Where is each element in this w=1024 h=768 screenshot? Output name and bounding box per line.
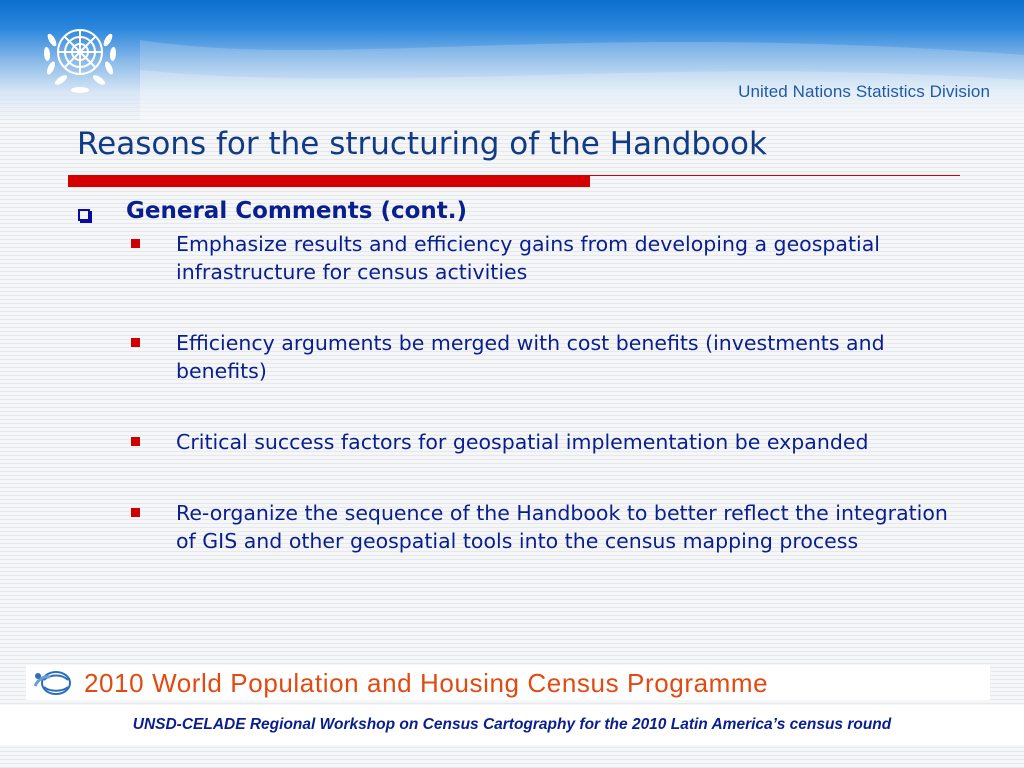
- division-name: United Nations Statistics Division: [738, 82, 990, 101]
- red-square-bullet-icon: [131, 508, 140, 517]
- bullet-text: Emphasize results and efficiency gains from developing a geospatial infrastructure for census activities: [176, 232, 880, 284]
- bullet-text: Re-organize the sequence of the Handbook to better reflect the integration of GIS and other geospatial tools into the census mapping process: [176, 501, 948, 553]
- title-underline-thick: [68, 175, 590, 187]
- section-heading-row: [74, 198, 974, 224]
- bullet-list: [74, 230, 974, 555]
- slide-title: Reasons for the structuring of the Handbook: [77, 126, 767, 162]
- title-underline-thin: [590, 175, 960, 176]
- red-square-bullet-icon: [131, 338, 140, 347]
- section-heading: General Comments (cont.): [126, 198, 468, 224]
- header-wave-decoration: [140, 0, 1024, 120]
- list-item: [74, 329, 974, 385]
- red-square-bullet-icon: [131, 239, 140, 248]
- bullet-text: Efficiency arguments be merged with cost benefits (investments and benefits): [176, 331, 885, 383]
- list-item: [74, 499, 974, 555]
- checkbox-bullet-icon: [78, 209, 90, 221]
- red-square-bullet-icon: [131, 437, 140, 446]
- un-emblem-icon: [30, 10, 130, 98]
- list-item: [74, 428, 974, 456]
- census-globe-icon: [32, 668, 76, 696]
- list-item: [74, 230, 974, 286]
- slide-header: [0, 0, 1024, 120]
- banner-title: 2010 World Population and Housing Census Programme: [84, 668, 769, 698]
- footer-caption: UNSD-CELADE Regional Workshop on Census Cartography for the 2010 Latin America’s census round: [132, 716, 892, 733]
- census-programme-banner: [26, 665, 990, 700]
- slide-content: [74, 198, 974, 598]
- bullet-text: Critical success factors for geospatial implementation be expanded: [176, 430, 869, 454]
